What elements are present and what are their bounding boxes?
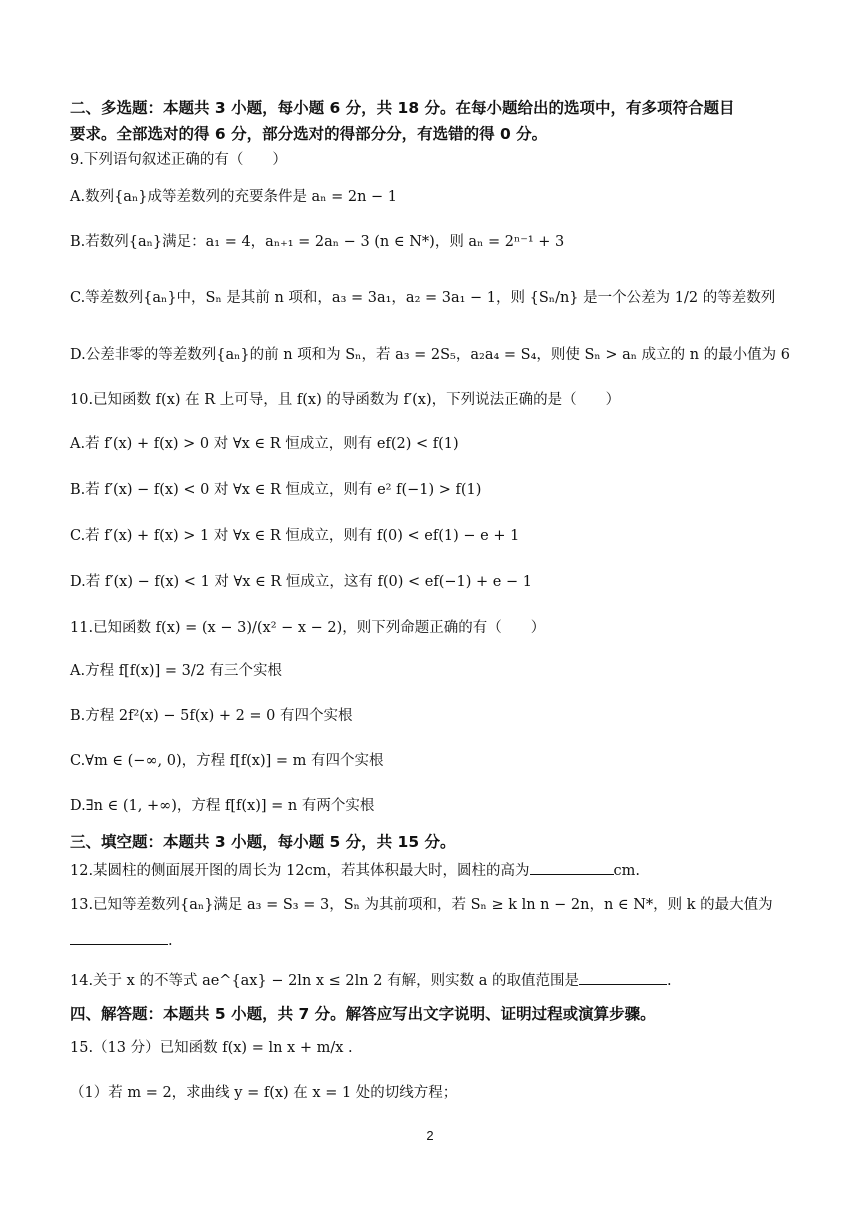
q9-option-b: B.若数列{aₙ}满足：a₁ = 4，aₙ₊₁ = 2aₙ − 3 (n ∈ N*)，则 aₙ = 2ⁿ⁻¹ + 3: [70, 234, 565, 250]
q12-answer-blank[interactable]: [530, 860, 614, 875]
section4-heading: 四、解答题：本题共 5 小题，共 7 分。解答应写出文字说明、证明过程或演算步骤。: [70, 1005, 656, 1023]
q9-option-d: D.公差非零的等差数列{aₙ}的前 n 项和为 Sₙ，若 a₃ = 2S₅，a₂a₄ = S₄，则使 Sₙ > aₙ 成立的 n 的最小值为 6: [70, 347, 790, 363]
q15-stem: 15.（13 分）已知函数 f(x) = ln x + m/x .: [70, 1040, 353, 1056]
q9-stem: 9.下列语句叙述正确的有（ ）: [70, 152, 287, 168]
q10-option-c: C.若 f′(x) + f(x) > 1 对 ∀x ∈ R 恒成立，则有 f(0) < ef(1) − e + 1: [70, 528, 520, 544]
q14-end: .: [666, 973, 672, 989]
q15-part1: （1）若 m = 2，求曲线 y = f(x) 在 x = 1 处的切线方程；: [70, 1085, 458, 1101]
q14: [70, 970, 672, 991]
q12-text: 12.某圆柱的侧面展开图的周长为 12cm，若其体积最大时，圆柱的高为: [70, 863, 530, 879]
q13-end: .: [168, 933, 173, 949]
q10-option-b: B.若 f′(x) − f(x) < 0 对 ∀x ∈ R 恒成立，则有 e² f(−1) > f(1): [70, 482, 482, 498]
q9-option-a: A.数列{aₙ}成等差数列的充要条件是 aₙ = 2n − 1: [70, 189, 397, 205]
q12-unit: cm.: [613, 863, 640, 879]
q13-line1: 13.已知等差数列{aₙ}满足 a₃ = S₃ = 3，Sₙ 为其前项和，若 Sₙ ≥ k ln n − 2n，n ∈ N*，则 k 的最大值为: [70, 897, 773, 913]
q10-stem: 10.已知函数 f(x) 在 R 上可导，且 f(x) 的导函数为 f′(x)，下列说法正确的是（ ）: [70, 392, 621, 408]
section2-heading-line1: 二、多选题：本题共 3 小题，每小题 6 分，共 18 分。在每小题给出的选项中，有多项符合题目: [70, 99, 735, 117]
q10-option-d: D.若 f′(x) − f(x) < 1 对 ∀x ∈ R 恒成立，这有 f(0) < ef(−1) + e − 1: [70, 574, 532, 590]
section3-heading: 三、填空题：本题共 3 小题，每小题 5 分，共 15 分。: [70, 833, 456, 851]
q11-option-c: C.∀m ∈ (−∞, 0)，方程 f[f(x)] = m 有四个实根: [70, 753, 384, 769]
q10-option-a: A.若 f′(x) + f(x) > 0 对 ∀x ∈ R 恒成立，则有 ef(2) < f(1): [70, 436, 459, 452]
q14-text: 14.关于 x 的不等式 ae^{ax} − 2ln x ≤ 2ln 2 有解，则实数 a 的取值范围是: [70, 973, 579, 989]
q14-answer-blank[interactable]: [579, 970, 667, 985]
q11-stem: 11.已知函数 f(x) = (x − 3)/(x² − x − 2)，则下列命题正确的有（ ）: [70, 620, 546, 636]
page-number: 2: [426, 1128, 434, 1143]
q13-answer-blank[interactable]: [70, 930, 168, 945]
q9-option-c: C.等差数列{aₙ}中，Sₙ 是其前 n 项和，a₃ = 3a₁，a₂ = 3a₁ − 1，则 {Sₙ/n} 是一个公差为 1/2 的等差数列: [70, 290, 776, 306]
q11-option-a: A.方程 f[f(x)] = 3/2 有三个实根: [70, 663, 283, 679]
q12: [70, 860, 640, 881]
q11-option-b: B.方程 2f²(x) − 5f(x) + 2 = 0 有四个实根: [70, 708, 353, 724]
q13-line2: [70, 930, 173, 951]
q11-option-d: D.∃n ∈ (1, +∞)，方程 f[f(x)] = n 有两个实根: [70, 798, 375, 814]
section2-heading-line2: 要求。全部选对的得 6 分，部分选对的得部分分，有选错的得 0 分。: [70, 125, 548, 143]
